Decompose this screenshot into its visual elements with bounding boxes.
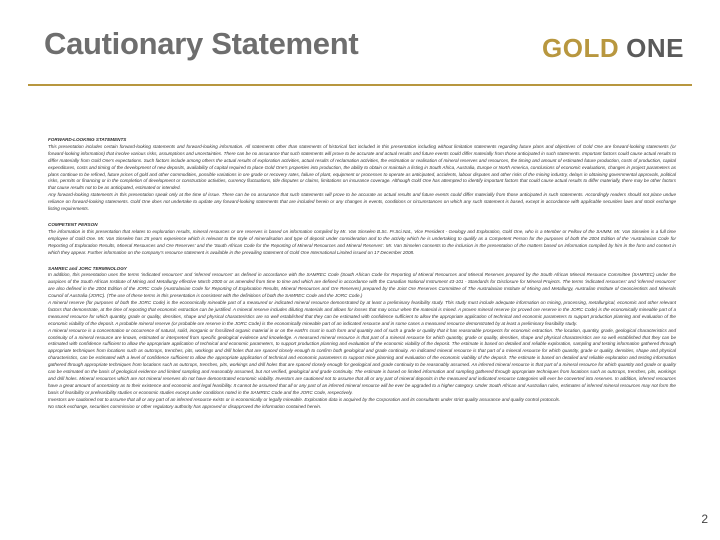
page-title: Cautionary Statement [44, 26, 359, 61]
paragraph: No stock exchange, securities commission or other regulatory authority has approved or disapproved the information contained herein. [48, 403, 322, 409]
header-divider [28, 84, 692, 86]
paragraph: This presentation includes certain forward-looking statements and forward-looking information. All statements other than statements of historical fact included in this presentation including without limitation statements regarding future plans and objectives of Gold One are forward-looking statements (or forward-looking information) that involve various risks, assumptions and uncertainties. There can be no assurance that such statements will prove to be accurate and actual results and future events could differ materially from those anticipated in such statements. Important factors could cause actual results to differ materially from Gold One's expectations. Such factors include among others the actual results of exploration activities, actual results of reclamation activities, the estimation or realisation of mineral reserves and resources, the timing and amount of estimated future production, costs of production, capital expenditures, costs and timing of the development of new deposits, availability of capital required to place Gold One's properties into production, the ability to obtain or maintain a listing in South Africa, Australia, Europe or North America, conclusions of economic evaluations, changes in project parameters as plans continue to be refined, future prices of gold and other commodities, possible variations in ore grade or recovery rates, failure of plant, equipment or processes to operate as anticipated, accidents, labour disputes and other risks of the mining industry, delays in obtaining governmental approvals, political risks, permits or financing or in the completion of development or construction activities, currency fluctuations, title disputes or claims, limitations on insurance coverage. Although Gold One has attempted to identify important factors that could cause actual results to differ materially, there may be other factors that cause results not to be as anticipated, estimated or intended. [48, 143, 676, 191]
page-number: 2 [701, 512, 708, 526]
section-heading: FORWARD-LOOKING STATEMENTS [48, 137, 127, 142]
paragraph: In addition, this presentation uses the terms 'indicated resources' and 'inferred resources' as defined in accordance with the SAMREC Code (South African Code for Reporting of Mineral Resources and Mineral Reserves prepared by the South African Mineral Resource Committee (SAMREC) under the auspices of the South African Institute of Mining and Metallurgy effective March 2000 or as amended from time to time and which are defined in accordance with the Canadian National Instrument 43-101 - Standards for Disclosure for Mineral Projects. The terms 'indicated resources' and 'inferred resources' are also defined in the 2004 Edition of the JORC Code (Australasian Code for Reporting of Exploration Results, Mineral Resources and Ore Reserves) prepared by the Joint Ore Reserves Committee of The Australasian Institute of Mining and Metallurgy, Australian Institute of Geoscientists and Minerals Council of Australia (JORC). (The use of these terms in this presentation is consistent with the definitions of both the SAMREC Code and the JORC Code.) [48, 272, 676, 299]
section-competent-person [48, 222, 676, 257]
statement-body [48, 134, 676, 411]
paragraph: Investors are cautioned not to assume that all or any part of an inferred resource exists or is economically or legally mineable. Exploration data is acquired by the Corporation and its consultants under strict quality assurance and quality control protocols. [48, 396, 561, 402]
section-forward-looking [48, 137, 676, 213]
logo-gold-text: GOLD [542, 32, 620, 63]
section-heading: SAMREC and JORC TERMINOLOGY [48, 265, 127, 271]
paragraph: A mineral reserve (for purposes of both the JORC Code) is the economically mineable part of a measured or indicated mineral resource demonstrated by at least a preliminary feasibility study. This study must include adequate information on mining, processing, metallurgical, economic and other relevant factors that demonstrate, at the time of reporting that economic extraction can be justified. A mineral reserve includes diluting materials and allows for losses that may occur when the material is mined. A proven mineral reserve (or proved ore reserve in the JORC Code) is the economically mineable part of a measured resource for which quantity, grade or quality, densities, shape and physical characteristics are so well established that they can be estimated with confidence sufficient to allow the appropriate application of technical and economic parameters to support production planning and evaluation of the economic viability of the deposit. A probable mineral reserve (or probable ore reserve in the JORC Code) is the economically mineable part of an indicated resource and in some cases a measured resource demonstrated by at least a preliminary feasibility study. [48, 300, 676, 326]
paragraph: Any forward-looking statements in this presentation speak only at the time of issue. There can be no assurance that such statements will prove to be accurate as actual results and future events could differ materially from those anticipated in such statements. Accordingly readers should not place undue reliance on forward-looking statements. Gold One does not undertake to update any forward-looking statements that are included herein or any changes in events, conditions or circumstances on which any such statement is based, except in accordance with applicable securities laws and stock exchange listing requirements. [48, 192, 676, 212]
paragraph: A mineral resource is a concentration or occurrence of natural, solid, inorganic or fossilized organic material in or on the earth's crust in such form and quantity and of such a grade or quality that it has reasonable prospects for economic extraction. The location, quantity, grade, geological characteristics and continuity of a mineral resource are known, estimated or interpreted from specific geological evidence and knowledge. A measured mineral resource is that part of a mineral resource for which quantity, grade or quality, densities, shape and physical characteristics are so well established that they can be estimated with confidence sufficient to allow the appropriate application of technical and economic parameters, to support production planning and evaluation of the economic viability of the deposit. The estimate is based on detailed and reliable exploration, sampling and testing information gathered through appropriate techniques from locations such as outcrops, trenches, pits, workings and drill holes that are spaced closely enough to confirm both geological and grade continuity. An indicated mineral resource is that part of a mineral resource for which quantity, grade or quality, densities, shape and physical characteristics, can be estimated with a level of confidence sufficient to allow the appropriate application of technical and economic parameters to support mine planning and evaluation of the economic viability of the deposit. The estimate is based on detailed and reliable exploration and testing information gathered through appropriate techniques from locations such as outcrops, trenches, pits, workings and drill holes that are spaced closely enough for geological and grade continuity to be reasonably assumed. An inferred mineral resource is that part of a mineral resource for which quantity and grade or quality can be estimated on the basis of geological evidence and limited sampling and reasonably assumed, but not verified, geological and grade continuity. The estimate is based on limited information and sampling gathered through appropriate techniques from locations such as outcrops, trenches, pits, workings and drill holes. Mineral resources which are not mineral reserves do not have demonstrated economic viability. Investors are cautioned not to assume that all or any part of mineral deposits in the measured and indicated resource categories will ever be converted into reserves. In addition, inferred resources have a great amount of uncertainty as to their existence and economic and legal feasibility. It cannot be assumed that all or any part of an inferred mineral resource will be ever be upgraded to a higher category. Under South African and Australian rules, estimates of inferred mineral resources may not form the basis of feasibility or prefeasibility studies or economic studies except under conditions noted in the SAMREC Code and the JORC Code, respectively. [48, 327, 676, 395]
gold-one-logo [542, 32, 684, 64]
section-heading: COMPETENT PERSON [48, 221, 98, 227]
section-terminology [48, 266, 676, 411]
logo-one-text: ONE [626, 32, 684, 63]
paragraph: The information in this presentation that relates to exploration results, mineral resources or ore reserves is based on information compiled by Mr. Van Sinselen B.Sc. Pr.Sci.Nat., Vice President - Geology and Exploration, Gold One, who is a Member or Fellow of the SAIMM. Mr. Van Sinselen is a full time employee of Gold One. Mr. Van Sinselen has 25 years experience which is relevant to the style of mineralisation and type of deposit under consideration and to the activity which he is undertaking to qualify as a Competent Person for the purposes of both the 2004 Edition of the 'Australasian Code for Reporting of Exploration Results, Mineral Resources and Ore Reserves' and the 'South African Code for the Reporting of Mineral Resources and Mineral Reserves'. Mr. Van Sinselen consents to the inclusion in the presentation of the matters based on information compiled by him in the form and context in which they appear. Further information on the company's resource statement is available in the prevailing statement of Gold One International Limited issued on 17 December 2008. [48, 228, 676, 255]
